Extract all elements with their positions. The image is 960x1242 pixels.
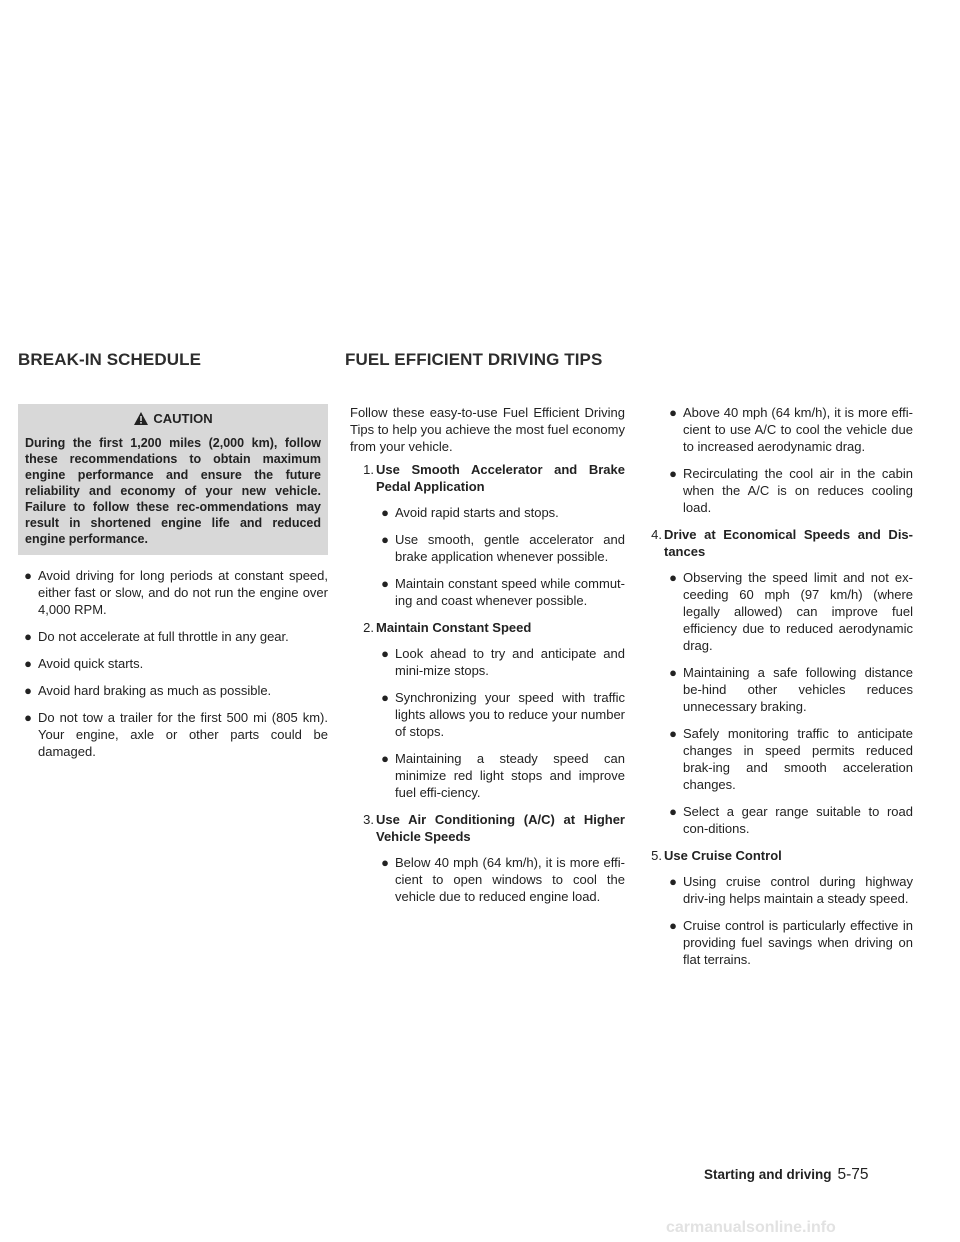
bullet-icon: ● [669, 804, 677, 819]
tip-bullet-list [350, 504, 625, 609]
bullet-text: Below 40 mph (64 km/h), it is more effi-cient to open windows to cool the vehicle due to reduced engine load. [395, 855, 625, 904]
bullet-icon: ● [381, 690, 389, 705]
bullet-text: Maintain constant speed while commut-ing and coast whenever possible. [395, 576, 625, 608]
bullet-icon: ● [381, 751, 389, 766]
tip-bullet [375, 854, 625, 905]
tip-bullet [663, 873, 913, 907]
break-in-column [18, 404, 328, 770]
fuel-tips-column-2 [651, 404, 913, 978]
bullet-icon: ● [669, 405, 677, 420]
caution-box [18, 404, 328, 555]
tip-bullet [375, 504, 625, 521]
bullet-text: Avoid driving for long periods at constant speed, either fast or slow, and do not run the engine over 4,000 RPM. [38, 568, 328, 617]
bullet-icon: ● [381, 532, 389, 547]
tip-heading [350, 811, 625, 845]
tip-number: 5. [651, 848, 662, 863]
tip-bullet [663, 404, 913, 455]
bullet-text: Above 40 mph (64 km/h), it is more effi-cient to use A/C to cool the vehicle due to increased aerodynamic drag. [683, 405, 913, 454]
tip-bullet [663, 917, 913, 968]
tip-bullet-list [658, 569, 913, 837]
bullet-icon: ● [669, 726, 677, 741]
bullet-icon: ● [669, 570, 677, 585]
bullet-icon: ● [24, 629, 32, 644]
bullet-text: Maintaining a steady speed can minimize red light stops and improve fuel effi-ciency. [395, 751, 625, 800]
tip-number: 1. [363, 462, 374, 477]
tip-number: 4. [651, 527, 662, 542]
bullet-text: Look ahead to try and anticipate and mini-mize stops. [395, 646, 625, 678]
bullet-icon: ● [24, 710, 32, 725]
caution-text: During the first 1,200 miles (2,000 km), follow these recommendations to obtain maximum engine performance and ensure the future reliability and economy of your new vehicle. Failure to follow these rec-ommendations may result in shortened engine life and reduced engine performance. [25, 436, 321, 546]
tip-bullet [375, 575, 625, 609]
tip-heading [638, 526, 913, 560]
break-in-bullet [18, 682, 328, 699]
bullet-icon: ● [381, 646, 389, 661]
tip-heading [638, 847, 913, 864]
tip-bullet [663, 569, 913, 654]
tip-bullet-list [350, 854, 625, 905]
bullet-text: Do not accelerate at full throttle in any gear. [38, 629, 289, 644]
section-heading-break-in: BREAK-IN SCHEDULE [18, 350, 202, 369]
fuel-tips-column-1 [350, 404, 625, 915]
bullet-text: Recirculating the cool air in the cabin when the A/C is on reduces cooling load. [683, 466, 913, 515]
footer-section-title: Starting and driving [704, 1167, 832, 1182]
warning-icon [133, 411, 149, 426]
break-in-bullet-list [18, 567, 328, 760]
tip-heading [350, 619, 625, 636]
bullet-icon: ● [381, 576, 389, 591]
bullet-text: Use smooth, gentle accelerator and brake application whenever possible. [395, 532, 625, 564]
break-in-bullet [18, 709, 328, 760]
tip-bullet [663, 465, 913, 516]
bullet-icon: ● [669, 466, 677, 481]
tip-heading [350, 461, 625, 495]
tip-bullet-list [658, 404, 913, 516]
caution-label: CAUTION [153, 411, 213, 426]
bullet-text: Cruise control is particularly effective in providing fuel savings when driving on flat terrains. [683, 918, 913, 967]
bullet-text: Avoid quick starts. [38, 656, 144, 671]
bullet-icon: ● [669, 918, 677, 933]
break-in-bullet [18, 628, 328, 645]
fuel-tips-intro: Follow these easy-to-use Fuel Efficient Driving Tips to help you achieve the most fuel economy from your vehicle. [350, 405, 625, 454]
bullet-icon: ● [24, 683, 32, 698]
page-number: 5-75 [837, 1166, 869, 1183]
tip-title: Drive at Economical Speeds and Dis-tances [664, 527, 913, 559]
bullet-icon: ● [381, 855, 389, 870]
bullet-text: Observing the speed limit and not ex-ceeding 60 mph (97 km/h) (where legally allowed) can improve fuel efficiency due to reduced aerodynamic drag. [683, 570, 913, 653]
tip-title: Maintain Constant Speed [376, 620, 532, 635]
bullet-text: Synchronizing your speed with traffic lights allows you to reduce your number of stops. [395, 690, 625, 739]
bullet-text: Avoid hard braking as much as possible. [38, 683, 272, 698]
tip-bullet [663, 803, 913, 837]
bullet-text: Avoid rapid starts and stops. [395, 505, 559, 520]
tip-title: Use Smooth Accelerator and Brake Pedal Application [376, 462, 625, 494]
tip-title: Use Air Conditioning (A/C) at Higher Vehicle Speeds [376, 812, 625, 844]
bullet-icon: ● [669, 874, 677, 889]
caution-header [25, 408, 321, 435]
watermark: carmanualsonline.info [666, 1219, 836, 1236]
bullet-icon: ● [24, 568, 32, 583]
bullet-icon: ● [24, 656, 32, 671]
bullet-text: Select a gear range suitable to road con-ditions. [683, 804, 913, 836]
tip-bullet-list [658, 873, 913, 968]
tip-bullet-list [350, 645, 625, 801]
section-heading-fuel-tips: FUEL EFFICIENT DRIVING TIPS [345, 350, 603, 369]
bullet-text: Do not tow a trailer for the first 500 mi (805 km). Your engine, axle or other parts could be damaged. [38, 710, 328, 759]
bullet-text: Safely monitoring traffic to anticipate changes in speed permits reduced brak-ing and smooth acceleration changes. [683, 726, 913, 792]
bullet-text: Using cruise control during highway driv-ing helps maintain a steady speed. [683, 874, 913, 906]
tip-number: 2. [363, 620, 374, 635]
bullet-text: Maintaining a safe following distance be-hind other vehicles reduces unnecessary braking. [683, 665, 913, 714]
tip-bullet [375, 531, 625, 565]
bullet-icon: ● [381, 505, 389, 520]
tip-bullet [375, 689, 625, 740]
page-footer [704, 1166, 869, 1184]
tip-bullet [663, 725, 913, 793]
tip-bullet [375, 645, 625, 679]
tip-title: Use Cruise Control [664, 848, 782, 863]
tip-number: 3. [363, 812, 374, 827]
bullet-icon: ● [669, 665, 677, 680]
break-in-bullet [18, 655, 328, 672]
tip-bullet [375, 750, 625, 801]
tip-bullet [663, 664, 913, 715]
break-in-bullet [18, 567, 328, 618]
